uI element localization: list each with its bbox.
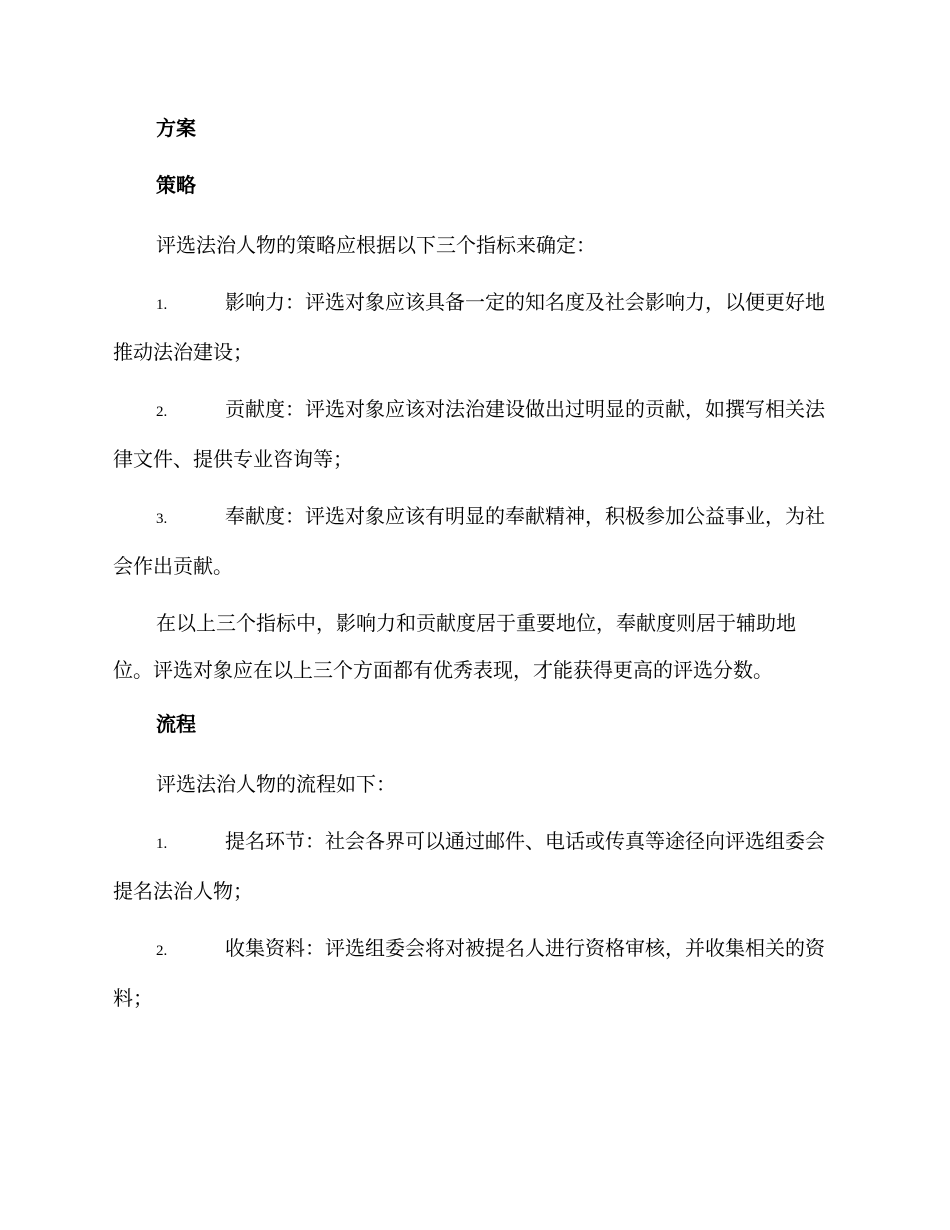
list-text: 贡献度：评选对象应该对法治建设做出过明显的贡献，如撰写相关法律文件、提供专业咨询等；: [113, 397, 825, 471]
strategy-item: [113, 279, 835, 376]
strategy-item: [113, 386, 835, 483]
strategy-heading: 策略: [156, 173, 196, 197]
list-number: 1.: [156, 836, 168, 852]
list-text: 收集资料：评选组委会将对被提名人进行资格审核，并收集相关的资料；: [113, 936, 825, 1010]
process-intro: 评选法治人物的流程如下：: [156, 772, 396, 796]
list-number: 1.: [156, 297, 168, 313]
document-body: [113, 108, 835, 1032]
strategy-summary: 在以上三个指标中，影响力和贡献度居于重要地位，奉献度则居于辅助地位。评选对象应在以上三个方面都有优秀表现，才能获得更高的评选分数。: [113, 611, 796, 682]
strategy-item: [113, 493, 835, 590]
process-item: [113, 818, 835, 915]
list-text: 提名环节：社会各界可以通过邮件、电话或传真等途径向评选组委会提名法治人物；: [113, 829, 825, 903]
list-text: 影响力：评选对象应该具备一定的知名度及社会影响力，以便更好地推动法治建设；: [113, 290, 825, 364]
process-heading: 流程: [156, 712, 196, 736]
list-number: 2.: [156, 943, 168, 959]
list-number: 2.: [156, 404, 168, 420]
list-text: 奉献度：评选对象应该有明显的奉献精神，积极参加公益事业，为社会作出贡献。: [113, 504, 825, 578]
document-title: 方案: [156, 116, 196, 140]
strategy-intro: 评选法治人物的策略应根据以下三个指标来确定：: [156, 233, 596, 257]
process-item: [113, 925, 835, 1022]
list-number: 3.: [156, 511, 168, 527]
